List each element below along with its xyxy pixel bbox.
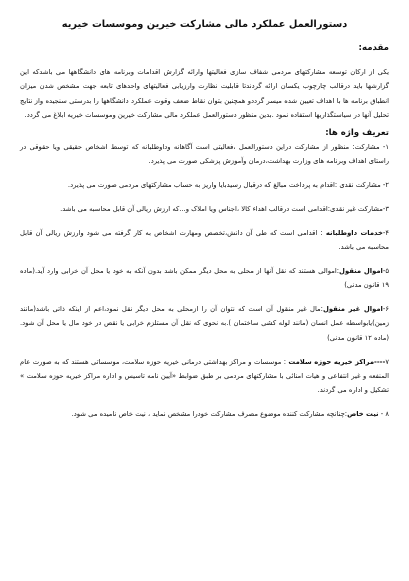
intro-paragraph: یکی از ارکان توسعه مشارکتهای مردمی شفاف سازی فعالیتها وارائه گزارش اقدامات وبرنامه های دانشگاهها می باشدکه این گزارشها باید درقالب چارچوب یکسان ارائه گردندتا قابلیت نظارت وارزیابی فعالیتهای واحدهای تابعه جهت مشخص شدن میزان انطباق برنامه ها با اهداف تعیین شده میسر گرددو همچنین بتوان نقاط ضعف وقوت عملکرد دانشگاهها را بدرستی سنجیده واز نتایج تحلیل آنها در سیاستگذاریها استفاده نمود .بدین منظور دستورالعمل عملکرد مالی مشارکت خیرین وموسسات خیریه ابلاغ می گردد. <box>20 68 389 120</box>
definition-number: ۱- <box>379 142 389 151</box>
definition-item-4 <box>20 226 389 254</box>
definition-term: اموال منقول <box>339 267 383 276</box>
definition-term: نیت خاص <box>347 409 379 418</box>
definition-number: ۲- <box>380 180 389 189</box>
definition-item-7 <box>20 355 389 397</box>
definition-number: ۷ <box>385 357 389 366</box>
definition-item-5 <box>20 264 389 292</box>
definition-text: :اموالی هستند که نقل آنها از محلی به محل دیگر ممکن باشد بدون آنکه به خود یا محل آن خرابی وارد آید.(ماده ۱۹ قانون مدنی) <box>20 267 389 290</box>
definition-text: :چنانچه مشارکت کننده موضوع مصرف مشارکت خودرا مشخص نماید ، نیت خاص نامیده می شود. <box>71 409 348 418</box>
definition-text: مشارکت: منظور از مشارکت دراین دستورالعمل ،فعالیتی است آگاهانه وداوطلبانه که توسط اشخاص حقیقی ویا حقوقی در راستای اهداف وبرنامه های وزارت بهداشت،درمان وآموزش پزشکی صورت می پذیرد. <box>20 142 389 165</box>
definition-item-3 <box>20 202 389 216</box>
definition-term: اموال غیر منقول <box>322 305 383 314</box>
definition-text: مشارکت نقدی :اقدام به پرداخت مبالغ که درقبال رسیدبایا واریز به حساب مشارکتهای مردمی صورت می پذیرد. <box>67 180 381 189</box>
definition-text: : اقدامی است که طی آن دانش،تخصص ومهارت اشخاص به کار گرفته می شود وارزش ریالی آن قابل محاسبه می باشد. <box>20 229 389 252</box>
definitions-heading: تعریف واژه ها: <box>325 127 389 138</box>
definition-number: ۵- <box>382 267 389 276</box>
definition-number: ۶- <box>382 305 389 314</box>
definition-item-8 <box>20 407 389 421</box>
document-title: دستورالعمل عملکرد مالی مشارکت خیرین وموسسات خیریه <box>61 19 348 30</box>
definitions-list <box>20 140 389 421</box>
definition-item-6 <box>20 302 389 344</box>
definition-number: ۸ - <box>378 409 389 418</box>
definition-item-1 <box>20 140 389 168</box>
definition-text: : موسسات و مراکز بهداشتی درمانی خیریه حوزه سلامت، موسساتی هستند که به صورت عام المنفعه و غیر انتفاعی و هیات امنائی با مشارکتهای مردمی بر طبق ضوابط «آیین نامه تاسیس و اداره مراکز خیریه حوزه سلامت » تشکیل و اداره می گردند. <box>20 357 389 394</box>
definition-number: ۴- <box>382 229 389 237</box>
definition-item-2 <box>20 178 389 192</box>
definition-text: :مال غیر منقول آن است که نتوان آن را ازمحلی به محل دیگر نقل نمود،اعم از اینکه ذاتی باشد(مانند زمین)یابواسطه عمل انسان (مانند لوله کشی ساختمان ).به نحوی که نقل آن مستلزم خرابی یا نقص در خود مال یا محل آن شود.(ماده ۱۲ قانون مدنی) <box>20 305 389 342</box>
definition-text: مشارکت غیر نقدی:اقدامی است درقالب اهداء کالا ،اجناس ویا املاک و...که ارزش ریالی آن قابل محاسبه می باشد. <box>60 204 383 213</box>
definition-term: خدمات داوطلبانه <box>325 229 383 237</box>
definition-number: ۳- <box>382 204 389 213</box>
definition-term: ----مراکز خیریه حوزه سلامت <box>288 357 386 366</box>
intro-heading: مقدمه: <box>358 43 389 53</box>
